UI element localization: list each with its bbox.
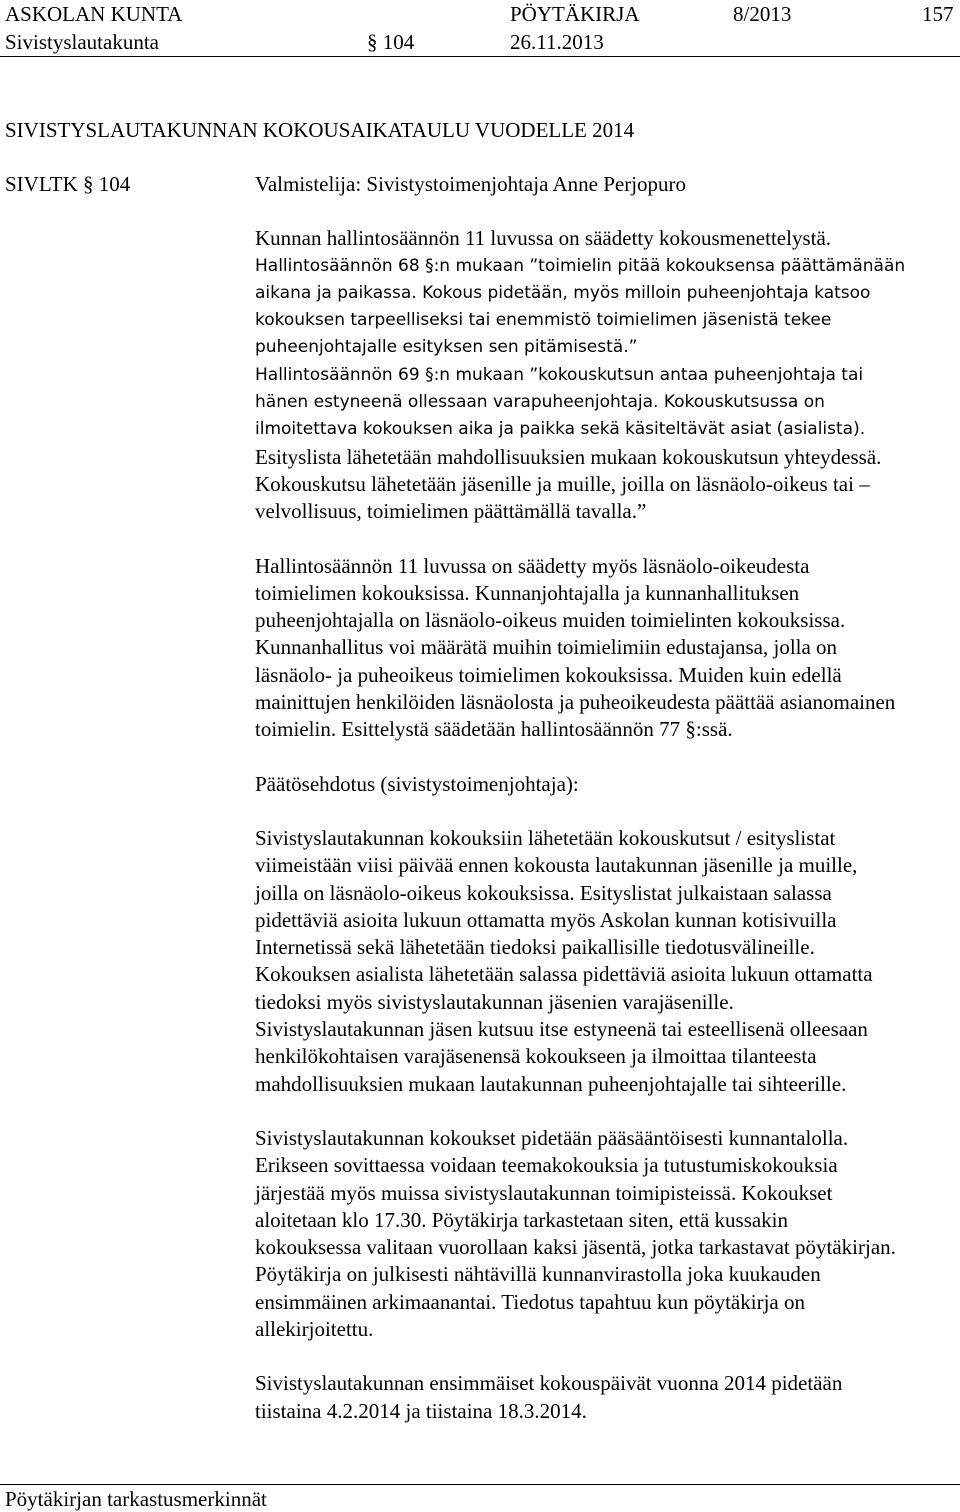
text-line: puheenjohtajalla on läsnäolo-oikeus muiden toimielinten kokouksissa. <box>255 608 846 633</box>
text-line: pidettäviä asioita lukuun ottamatta myös Askolan kunnan kotisivuilla <box>255 907 837 932</box>
text-line: allekirjoitettu. <box>255 1316 374 1341</box>
text-line: viimeistään viisi päivää ennen kokousta lautakunnan jäsenille ja muille, <box>255 853 858 878</box>
text-line: Sivistyslautakunnan kokoukset pidetään pääsääntöisesti kunnantalolla. <box>255 1125 849 1150</box>
text-line: Sivistyslautakunnan jäsen kutsuu itse estyneenä tai esteellisenä olleesaan <box>255 1017 868 1042</box>
text-line: mainittujen henkilöiden läsnäolosta ja puheoikeudesta päättää asianomainen <box>255 690 896 715</box>
text-line: Hallintosäännön 68 §:n mukaan ”toimielin pitää kokouksensa päättämänään <box>255 255 906 276</box>
section-label: SIVLTK § 104 <box>5 172 131 196</box>
text-line: tiistaina 4.2.2014 ja tiistaina 18.3.2014. <box>255 1398 587 1423</box>
header-rule <box>0 56 960 57</box>
text-line: mahdollisuuksien mukaan lautakunnan puheenjohtajalle tai sihteerille. <box>255 1071 847 1096</box>
section-ref: § 104 <box>367 30 415 54</box>
doc-type: PÖYTÄKIRJA <box>510 2 640 26</box>
text-line: Hallintosäännön 69 §:n mukaan ”kokouskutsun antaa puheenjohtaja tai <box>255 364 864 385</box>
text-line: tiedoksi myös sivistyslautakunnan jäsenien varajäsenille. <box>255 989 734 1014</box>
text-line: hänen estyneenä ollessaan varapuheenjohtaja. Kokouskutsussa on <box>255 392 825 413</box>
text-line: Kokouskutsu lähetetään jäsenille ja muille, joilla on läsnäolo-oikeus tai – <box>255 471 870 496</box>
text-line: Kunnan hallintosäännön 11 luvussa on säädetty kokousmenettelystä. <box>255 226 832 251</box>
text-line: velvollisuus, toimielimen päättämällä tavalla.” <box>255 499 647 524</box>
text-line: aloitetaan klo 17.30. Pöytäkirja tarkastetaan siten, että kussakin <box>255 1207 789 1232</box>
text-line: Pöytäkirja on julkisesti nähtävillä kunnanvirastolla joka kuukauden <box>255 1262 821 1287</box>
text-line: Esityslista lähetetään mahdollisuuksien mukaan kokouskutsun yhteydessä. <box>255 444 882 469</box>
paragraph-5 <box>255 1370 960 1425</box>
page-title: SIVISTYSLAUTAKUNNAN KOKOUSAIKATAULU VUODELLE 2014 <box>5 118 635 142</box>
text-line: aikana ja paikassa. Kokous pidetään, myös milloin puheenjohtaja katsoo <box>255 282 871 303</box>
text-line: joilla on läsnäolo-oikeus kokouksissa. Esityslistat julkaistaan salassa <box>255 880 832 905</box>
text-line: Hallintosäännön 11 luvussa on säädetty myös läsnäolo-oikeudesta <box>255 553 810 578</box>
org-name: ASKOLAN KUNTA <box>5 2 183 26</box>
text-line: järjestää myös muissa sivistyslautakunnan toimipisteissä. Kokoukset <box>255 1180 833 1205</box>
doc-number: 8/2013 <box>733 2 792 26</box>
text-line: Sivistyslautakunnan ensimmäiset kokouspäivät vuonna 2014 pidetään <box>255 1371 843 1396</box>
text-line: kokouksen tarpeelliseksi tai enemmistö toimielimen jäsenistä tekee <box>255 310 832 331</box>
text-line: puheenjohtajalle esityksen sen pitämisestä.” <box>255 337 638 358</box>
text-line: toimielimen kokouksissa. Kunnanjohtajalla ja kunnanhallituksen <box>255 580 800 605</box>
text-line: läsnäolo- ja puheoikeus toimielimen kokouksissa. Muiden kuin edellä <box>255 662 842 687</box>
text-line: ilmoitettava kokouksen aika ja paikka sekä käsiteltävät asiat (asialista). <box>255 419 866 440</box>
text-line: toimielin. Esittelystä säädetään hallintosäännön 77 §:ssä. <box>255 717 733 742</box>
paragraph-1 <box>255 225 960 525</box>
preparer-line: Valmistelija: Sivistystoimenjohtaja Anne Perjopuro <box>255 172 687 196</box>
paragraph-2 <box>255 553 960 744</box>
text-line: Kunnanhallitus voi määrätä muihin toimielimiin edustajansa, jolla on <box>255 635 838 660</box>
proposal-heading: Päätösehdotus (sivistystoimenjohtaja): <box>255 771 579 796</box>
meeting-date: 26.11.2013 <box>510 30 604 54</box>
paragraph-3 <box>255 825 960 1098</box>
text-line: Erikseen sovittaessa voidaan teemakokouksia ja tutustumiskokouksia <box>255 1153 838 1178</box>
text-line: kokouksessa valitaan vuorollaan kaksi jäsentä, jotka tarkastavat pöytäkirjan. <box>255 1235 896 1260</box>
text-line: ensimmäinen arkimaanantai. Tiedotus tapahtuu kun pöytäkirja on <box>255 1289 805 1314</box>
text-line: Kokouksen asialista lähetetään salassa pidettäviä asioita lukuun ottamatta <box>255 962 873 987</box>
committee-name: Sivistyslautakunta <box>5 30 159 54</box>
footer-rule <box>0 1484 960 1485</box>
footer-label: Pöytäkirjan tarkastusmerkinnät <box>5 1487 267 1511</box>
text-line: Sivistyslautakunnan kokouksiin lähetetään kokouskutsut / esityslistat <box>255 825 836 850</box>
paragraph-4 <box>255 1125 960 1343</box>
page-number: 157 <box>922 2 954 26</box>
text-line: Internetissä sekä lähetetään tiedoksi paikallisille tiedotusvälineille. <box>255 935 815 960</box>
text-line: henkilökohtaisen varajäsenensä kokoukseen ja ilmoittaa tilanteesta <box>255 1044 817 1069</box>
body-text <box>255 171 960 1425</box>
